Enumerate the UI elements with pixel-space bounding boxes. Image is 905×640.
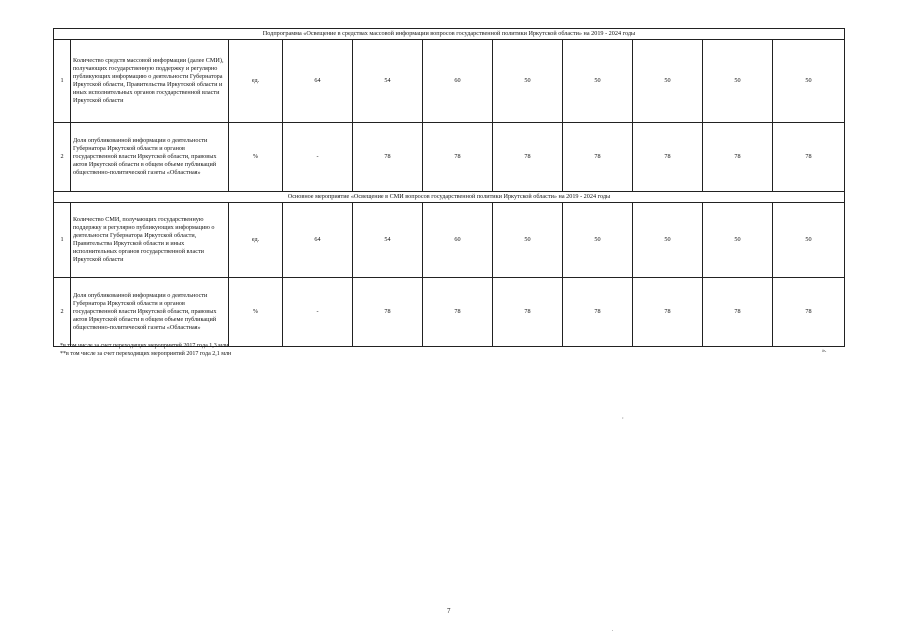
value-cell: 78 bbox=[703, 278, 773, 347]
row-number: 1 bbox=[54, 40, 71, 123]
value-cell: 64 bbox=[283, 40, 353, 123]
row-number: 1 bbox=[54, 203, 71, 278]
value-cell: 50 bbox=[633, 40, 703, 123]
value-cell: 78 bbox=[493, 123, 563, 192]
value-cell: 60 bbox=[423, 203, 493, 278]
value-cell: 78 bbox=[633, 123, 703, 192]
indicators-table bbox=[53, 28, 845, 347]
value-cell: - bbox=[283, 278, 353, 347]
value-cell: 54 bbox=[353, 40, 423, 123]
value-cell: 78 bbox=[423, 278, 493, 347]
value-cell: 78 bbox=[773, 278, 845, 347]
value-cell: 50 bbox=[703, 203, 773, 278]
value-cell: 50 bbox=[703, 40, 773, 123]
value-cell: 78 bbox=[633, 278, 703, 347]
scan-mark: ’ bbox=[622, 418, 624, 423]
indicator-description: Количество средств массовой информации (далее СМИ), получающих государственную поддержку и регулярно публикующих информацию о деятельности Губернатора Иркутской области, Правительства Иркутской области и иных исполнительных органов государственной власти Иркутской области bbox=[71, 40, 229, 123]
value-cell: - bbox=[283, 123, 353, 192]
section-title-main-activity: Основное мероприятие «Освещение в СМИ вопросов государственной политики Иркутской области» на 2019 - 2024 годы bbox=[54, 192, 845, 203]
value-cell: 78 bbox=[353, 278, 423, 347]
table-row bbox=[54, 40, 845, 123]
closing-quote-mark: ». bbox=[822, 348, 827, 354]
value-cell: 78 bbox=[563, 278, 633, 347]
value-cell: 78 bbox=[493, 278, 563, 347]
unit-cell: ед. bbox=[229, 40, 283, 123]
value-cell: 60 bbox=[423, 40, 493, 123]
value-cell: 50 bbox=[633, 203, 703, 278]
value-cell: 78 bbox=[353, 123, 423, 192]
value-cell: 54 bbox=[353, 203, 423, 278]
footnote-2: **в том числе за счет переходящих мероприятий 2017 года 2,1 млн bbox=[60, 351, 232, 357]
value-cell: 78 bbox=[423, 123, 493, 192]
unit-cell: % bbox=[229, 123, 283, 192]
value-cell: 78 bbox=[773, 123, 845, 192]
value-cell: 50 bbox=[563, 40, 633, 123]
row-number: 2 bbox=[54, 278, 71, 347]
value-cell: 64 bbox=[283, 203, 353, 278]
unit-cell: % bbox=[229, 278, 283, 347]
table-row bbox=[54, 123, 845, 192]
page-number: 7 bbox=[447, 607, 451, 615]
indicator-description: Количество СМИ, получающих государственную поддержку и регулярно публикующих информацию о деятельности Губернатора Иркутской области, Правительства Иркутской области и иных исполнительных органов государственной власти Иркутской области bbox=[71, 203, 229, 278]
value-cell: 78 bbox=[703, 123, 773, 192]
table-row bbox=[54, 278, 845, 347]
value-cell: 50 bbox=[493, 40, 563, 123]
section-title-subprogram: Подпрограмма «Освещение в средствах массовой информации вопросов государственной политики Иркутской области» на 2019 - 2024 годы bbox=[54, 29, 845, 40]
footnote-1: *в том числе за счет переходящих мероприятий 2017 года 1,3 млн bbox=[60, 343, 229, 349]
row-number: 2 bbox=[54, 123, 71, 192]
value-cell: 50 bbox=[773, 40, 845, 123]
scan-dot: . bbox=[612, 628, 614, 633]
indicator-description: Доля опубликованной информации о деятельности Губернатора Иркутской области и органов государственной власти Иркутской области, правовых актов Иркутской области в общем объеме публикаций общественно-политической газеты «Областная» bbox=[71, 278, 229, 347]
value-cell: 50 bbox=[773, 203, 845, 278]
value-cell: 50 bbox=[563, 203, 633, 278]
table-row bbox=[54, 203, 845, 278]
indicator-description: Доля опубликованной информации о деятельности Губернатора Иркутской области и органов государственной власти Иркутской области, правовых актов Иркутской области в общем объеме публикаций общественно-политической газеты «Областная» bbox=[71, 123, 229, 192]
unit-cell: ед. bbox=[229, 203, 283, 278]
section-header-row bbox=[54, 29, 845, 40]
value-cell: 50 bbox=[493, 203, 563, 278]
section-header-row bbox=[54, 192, 845, 203]
value-cell: 78 bbox=[563, 123, 633, 192]
